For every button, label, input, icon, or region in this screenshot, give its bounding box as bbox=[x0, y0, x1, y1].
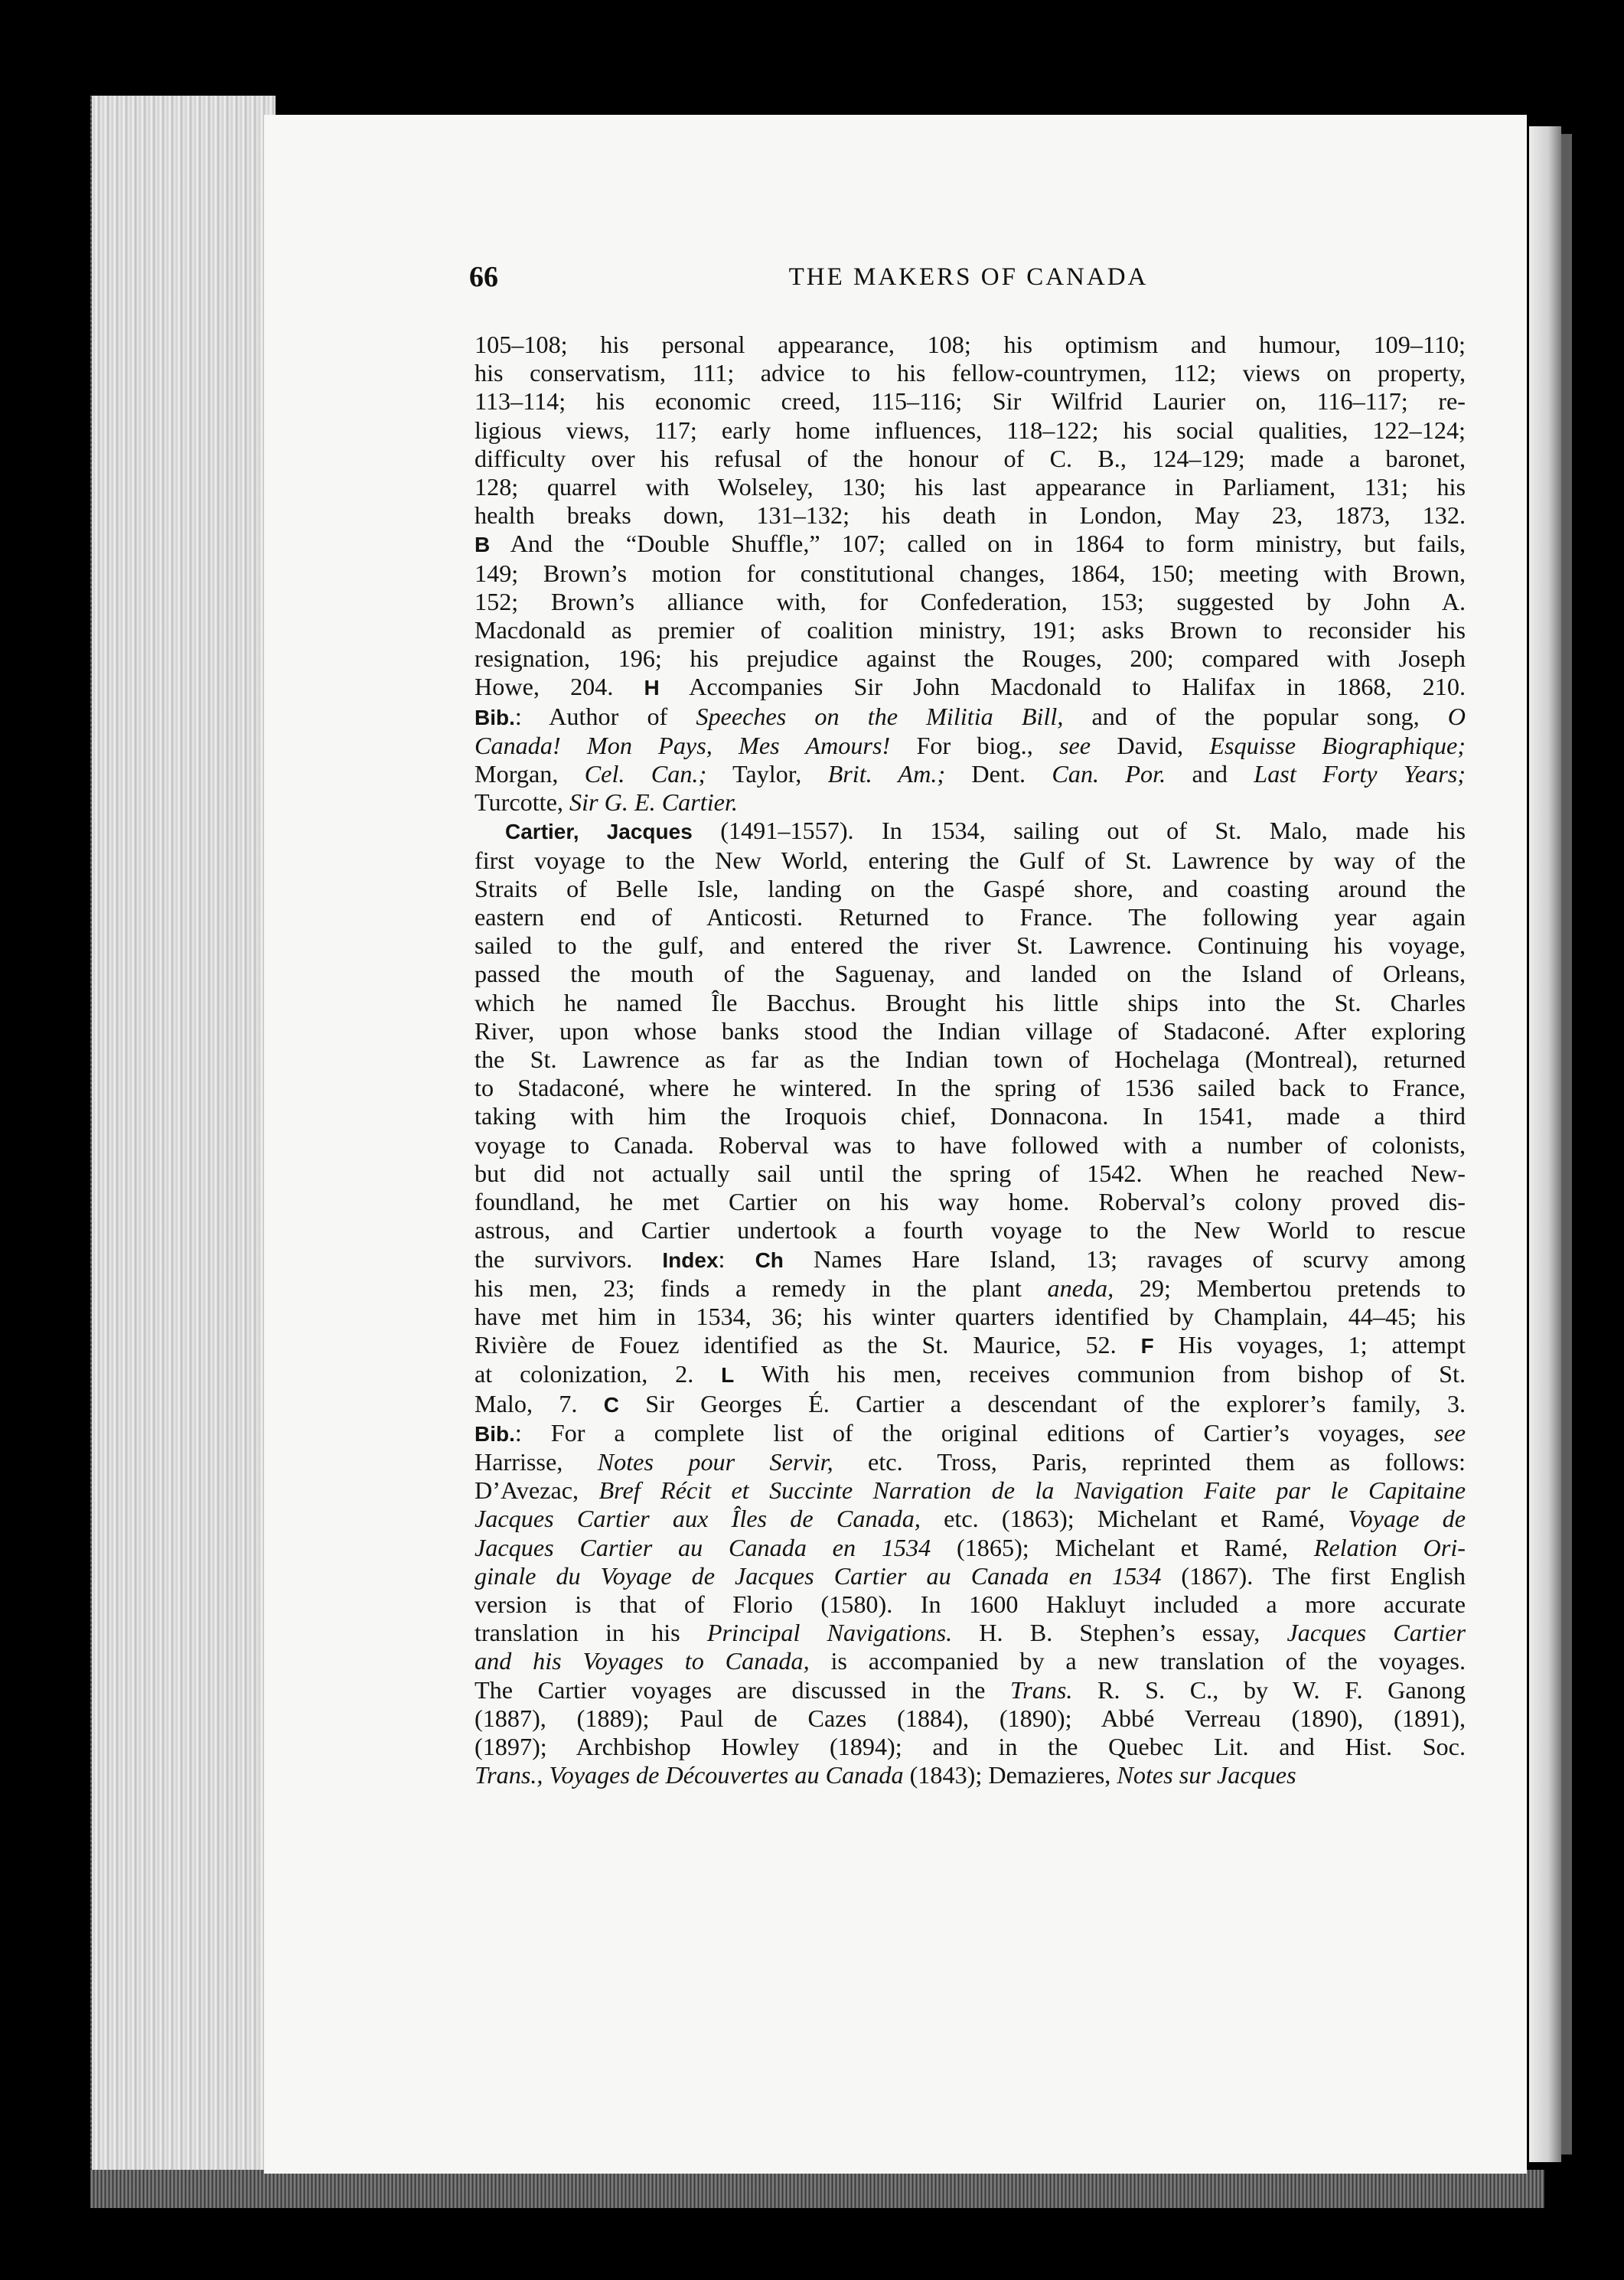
text-run: etc. Tross, Paris, reprinted them as follows: bbox=[833, 1447, 1466, 1476]
italic-title: and his Voyages to Canada, bbox=[474, 1647, 810, 1675]
text-line bbox=[474, 931, 1466, 960]
text-run: have met him in 1534, 36; his winter quarters identified by Champlain, 44–45; his bbox=[474, 1302, 1466, 1330]
page-header bbox=[469, 260, 1468, 298]
text-line bbox=[474, 817, 1466, 846]
text-run: : Author of bbox=[514, 702, 696, 730]
text-line bbox=[474, 1704, 1466, 1733]
running-head: THE MAKERS OF CANADA bbox=[788, 263, 1149, 291]
text-run: difficulty over his refusal of the honour of C. B., 124–129; made a baronet, bbox=[474, 444, 1466, 472]
italic-title: Jacques Cartier aux Îles de Canada, bbox=[474, 1505, 921, 1533]
italic-title: Speeches on the Militia Bill, bbox=[696, 702, 1064, 730]
text-line bbox=[474, 673, 1466, 702]
text-run: With his men, receives communion from bishop of St. bbox=[734, 1360, 1466, 1388]
text-run: H. B. Stephen’s essay, bbox=[952, 1619, 1287, 1647]
italic-title: Last Forty Years; bbox=[1254, 760, 1466, 788]
text-run: D’Avezac, bbox=[474, 1476, 599, 1505]
text-run: and bbox=[1166, 760, 1254, 788]
text-run: 128; quarrel with Wolseley, 130; his last appearance in Parliament, 131; his bbox=[474, 473, 1466, 501]
text-line bbox=[474, 732, 1466, 760]
italic-title: Voyages de Découvertes au Canada bbox=[549, 1761, 904, 1789]
text-line bbox=[474, 359, 1466, 387]
bold-label: Ch bbox=[755, 1248, 784, 1272]
text-run: Morgan, bbox=[474, 760, 585, 788]
page-block-edges bbox=[92, 96, 276, 2197]
text-run: but did not actually sail until the spring of 1542. When he reached New- bbox=[474, 1159, 1466, 1187]
text-line bbox=[474, 960, 1466, 988]
italic-title: Brit. Am.; bbox=[827, 760, 946, 788]
bold-label: H bbox=[644, 676, 660, 700]
text-run: the survivors. bbox=[474, 1244, 663, 1273]
text-line bbox=[474, 1448, 1466, 1476]
book-cover-bottom bbox=[90, 2170, 1544, 2208]
body-text bbox=[474, 331, 1466, 1789]
text-run: Rivière de Fouez identified as the St. Maurice, 52. bbox=[474, 1331, 1141, 1359]
text-run: sailed to the gulf, and entered the river St. Lawrence. Continuing his voyage, bbox=[474, 931, 1466, 960]
text-run: is accompanied by a new translation of the voyages. bbox=[809, 1647, 1466, 1675]
text-line bbox=[474, 1647, 1466, 1675]
text-run: his men, 23; finds a remedy in the plant bbox=[474, 1274, 1048, 1302]
italic-title: Jacques Cartier au Canada en 1534 bbox=[474, 1533, 931, 1561]
text-line bbox=[474, 1102, 1466, 1130]
text-line bbox=[474, 1619, 1466, 1647]
text-run: Names Hare Island, 13; ravages of scurvy among bbox=[783, 1244, 1466, 1273]
page-right-edge bbox=[1529, 126, 1561, 2162]
text-run: 149; Brown’s motion for constitutional changes, 1864, 150; meeting with Brown, bbox=[474, 559, 1466, 587]
italic-title: Notes pour Servir, bbox=[597, 1447, 833, 1476]
text-line bbox=[474, 1160, 1466, 1188]
text-run: Straits of Belle Isle, landing on the Gaspé shore, and coasting around the bbox=[474, 874, 1466, 902]
text-run: : For a complete list of the original editions of Cartier’s voyages, bbox=[514, 1418, 1434, 1447]
italic-title: Relation Ori- bbox=[1313, 1533, 1466, 1561]
text-run: Dent. bbox=[945, 760, 1052, 788]
text-line bbox=[474, 1274, 1466, 1303]
text-line bbox=[474, 588, 1466, 616]
text-run: eastern end of Anticosti. Returned to France. The following year again bbox=[474, 903, 1466, 931]
italic-title: Cel. Can.; bbox=[584, 760, 707, 788]
text-line bbox=[474, 559, 1466, 588]
italic-title: see bbox=[1059, 731, 1091, 759]
text-line bbox=[474, 1360, 1466, 1389]
text-run: R. S. C., by W. F. Ganong bbox=[1072, 1675, 1466, 1704]
text-run: And the “Double Shuffle,” 107; called on in 1864 to form ministry, but fails, bbox=[490, 530, 1466, 558]
text-run: foundland, he met Cartier on his way home. Roberval’s colony proved dis- bbox=[474, 1188, 1466, 1216]
text-run: Harrisse, bbox=[474, 1447, 598, 1476]
text-line bbox=[474, 1761, 1466, 1789]
italic-title: see bbox=[1433, 1418, 1466, 1447]
bold-label: Cartier, Jacques bbox=[505, 820, 693, 844]
italic-title: O bbox=[1447, 702, 1466, 730]
bold-label: C bbox=[603, 1392, 619, 1417]
bold-label: B bbox=[474, 533, 491, 557]
text-line bbox=[474, 760, 1466, 788]
italic-title: ginale du Voyage de Jacques Cartier au Canada en 1534 bbox=[474, 1561, 1162, 1590]
text-line bbox=[474, 1676, 1466, 1704]
text-line bbox=[474, 1476, 1466, 1505]
text-line bbox=[474, 1131, 1466, 1160]
text-line bbox=[474, 445, 1466, 473]
text-run: (1887), (1889); Paul de Cazes (1884), (1890); Abbé Verreau (1890), (1891), bbox=[474, 1704, 1466, 1732]
text-line bbox=[474, 1534, 1466, 1562]
italic-title: Trans. bbox=[1010, 1675, 1073, 1704]
text-line bbox=[474, 1505, 1466, 1533]
text-line bbox=[474, 875, 1466, 903]
text-run: 105–108; his personal appearance, 108; his optimism and humour, 109–110; bbox=[474, 331, 1466, 358]
text-line bbox=[474, 387, 1466, 416]
text-run: the St. Lawrence as far as the Indian town of Hochelaga (Montreal), returned bbox=[474, 1045, 1466, 1074]
italic-title: Can. Por. bbox=[1052, 760, 1166, 788]
text-run: The Cartier voyages are discussed in the bbox=[474, 1675, 1011, 1704]
text-line bbox=[474, 1188, 1466, 1216]
text-run: 113–114; his economic creed, 115–116; Sir Wilfrid Laurier on, 116–117; re- bbox=[474, 387, 1466, 416]
text-line bbox=[474, 501, 1466, 530]
text-run: David, bbox=[1091, 731, 1210, 759]
italic-title: aneda, bbox=[1047, 1274, 1114, 1302]
bold-label: Bib. bbox=[474, 1421, 515, 1446]
text-line bbox=[474, 1419, 1466, 1448]
text-line bbox=[474, 1733, 1466, 1761]
text-line bbox=[474, 846, 1466, 875]
text-line bbox=[474, 788, 1466, 817]
text-line bbox=[474, 1562, 1466, 1590]
text-line bbox=[474, 1216, 1466, 1244]
text-run: (1867). The first English bbox=[1161, 1561, 1466, 1590]
italic-title: Canada! Mon Pays, Mes Amours! bbox=[474, 731, 891, 759]
text-run: voyage to Canada. Roberval was to have followed with a number of colonists, bbox=[474, 1130, 1466, 1159]
text-run: : bbox=[718, 1244, 755, 1273]
text-line bbox=[474, 1245, 1466, 1274]
text-run: and of the popular song, bbox=[1063, 702, 1448, 730]
text-line bbox=[474, 1017, 1466, 1045]
italic-title: Esquisse Biographique; bbox=[1209, 731, 1466, 759]
text-run bbox=[543, 1761, 549, 1789]
text-run: River, upon whose banks stood the Indian village of Stadaconé. After exploring bbox=[474, 1016, 1466, 1045]
italic-title: Sir G. E. Cartier. bbox=[569, 788, 738, 817]
italic-title: Voyage de bbox=[1348, 1505, 1466, 1533]
text-run: translation in his bbox=[474, 1619, 707, 1647]
text-run: first voyage to the New World, entering the Gulf of St. Lawrence by way of the bbox=[474, 846, 1466, 874]
text-run: Howe, 204. bbox=[474, 673, 644, 701]
text-run: ligious views, 117; early home influences, 118–122; his social qualities, 122–124; bbox=[474, 416, 1466, 444]
text-run: (1897); Archbishop Howley (1894); and in the Quebec Lit. and Hist. Soc. bbox=[474, 1732, 1466, 1760]
text-line bbox=[474, 1331, 1466, 1360]
text-run: (1843); Demazieres, bbox=[903, 1761, 1117, 1789]
text-run: 29; Membertou pretends to bbox=[1114, 1274, 1466, 1302]
text-line bbox=[474, 416, 1466, 445]
text-run: Macdonald as premier of coalition ministry, 191; asks Brown to reconsider his bbox=[474, 616, 1466, 644]
text-run: etc. (1863); Michelant et Ramé, bbox=[920, 1505, 1348, 1533]
text-line bbox=[474, 1074, 1466, 1102]
text-run: 152; Brown’s alliance with, for Confederation, 153; suggested by John A. bbox=[474, 587, 1466, 615]
bold-label: Index bbox=[662, 1248, 719, 1272]
text-line bbox=[474, 616, 1466, 644]
text-run: health breaks down, 131–132; his death in London, May 23, 1873, 132. bbox=[474, 501, 1466, 530]
text-line bbox=[474, 1303, 1466, 1331]
text-run: Accompanies Sir John Macdonald to Halifax in 1868, 210. bbox=[659, 673, 1466, 701]
text-run: (1491–1557). In 1534, sailing out of St. Malo, made his bbox=[692, 817, 1466, 845]
text-run: Sir Georges É. Cartier a descendant of the explorer’s family, 3. bbox=[618, 1389, 1466, 1417]
bold-label: F bbox=[1140, 1334, 1154, 1359]
page-number: 66 bbox=[469, 261, 498, 293]
text-line bbox=[474, 644, 1466, 673]
italic-title: Bref Récit et Succinte Narration de la Navigation Faite par le Capitaine bbox=[598, 1476, 1466, 1505]
text-line bbox=[474, 1590, 1466, 1619]
text-run: his conservatism, 111; advice to his fellow-countrymen, 112; views on property, bbox=[474, 359, 1466, 387]
text-run: which he named Île Bacchus. Brought his little ships into the St. Charles bbox=[474, 988, 1466, 1016]
text-line bbox=[474, 703, 1466, 732]
text-line bbox=[474, 903, 1466, 931]
text-run: For biog., bbox=[890, 731, 1059, 759]
text-line bbox=[474, 1390, 1466, 1419]
italic-title: Notes sur Jacques bbox=[1117, 1761, 1296, 1789]
text-line bbox=[474, 530, 1466, 559]
text-line bbox=[474, 1045, 1466, 1074]
back-cover-edge bbox=[1561, 134, 1572, 2154]
text-line bbox=[474, 989, 1466, 1017]
text-run: astrous, and Cartier undertook a fourth voyage to the New World to rescue bbox=[474, 1216, 1466, 1244]
bold-label: L bbox=[721, 1363, 735, 1388]
text-line bbox=[474, 473, 1466, 501]
text-run: Taylor, bbox=[706, 760, 828, 788]
text-run: Turcotte, bbox=[474, 788, 569, 817]
italic-title: Trans., bbox=[474, 1761, 543, 1789]
italic-title: Jacques Cartier bbox=[1286, 1619, 1466, 1647]
text-run: (1865); Michelant et Ramé, bbox=[931, 1533, 1314, 1561]
text-run: His voyages, 1; attempt bbox=[1153, 1331, 1466, 1359]
text-run: Malo, 7. bbox=[474, 1389, 604, 1417]
text-line bbox=[474, 331, 1466, 359]
italic-title: Principal Navigations. bbox=[706, 1619, 953, 1647]
text-run: version is that of Florio (1580). In 1600 Hakluyt included a more accurate bbox=[474, 1590, 1466, 1618]
text-run: at colonization, 2. bbox=[474, 1360, 722, 1388]
text-run: resignation, 196; his prejudice against the Rouges, 200; compared with Joseph bbox=[474, 644, 1466, 673]
bold-label: Bib. bbox=[474, 705, 515, 729]
text-run: to Stadaconé, where he wintered. In the spring of 1536 sailed back to France, bbox=[474, 1074, 1466, 1102]
text-run: passed the mouth of the Saguenay, and landed on the Island of Orleans, bbox=[474, 960, 1466, 988]
text-run: taking with him the Iroquois chief, Donnacona. In 1541, made a third bbox=[474, 1102, 1466, 1130]
